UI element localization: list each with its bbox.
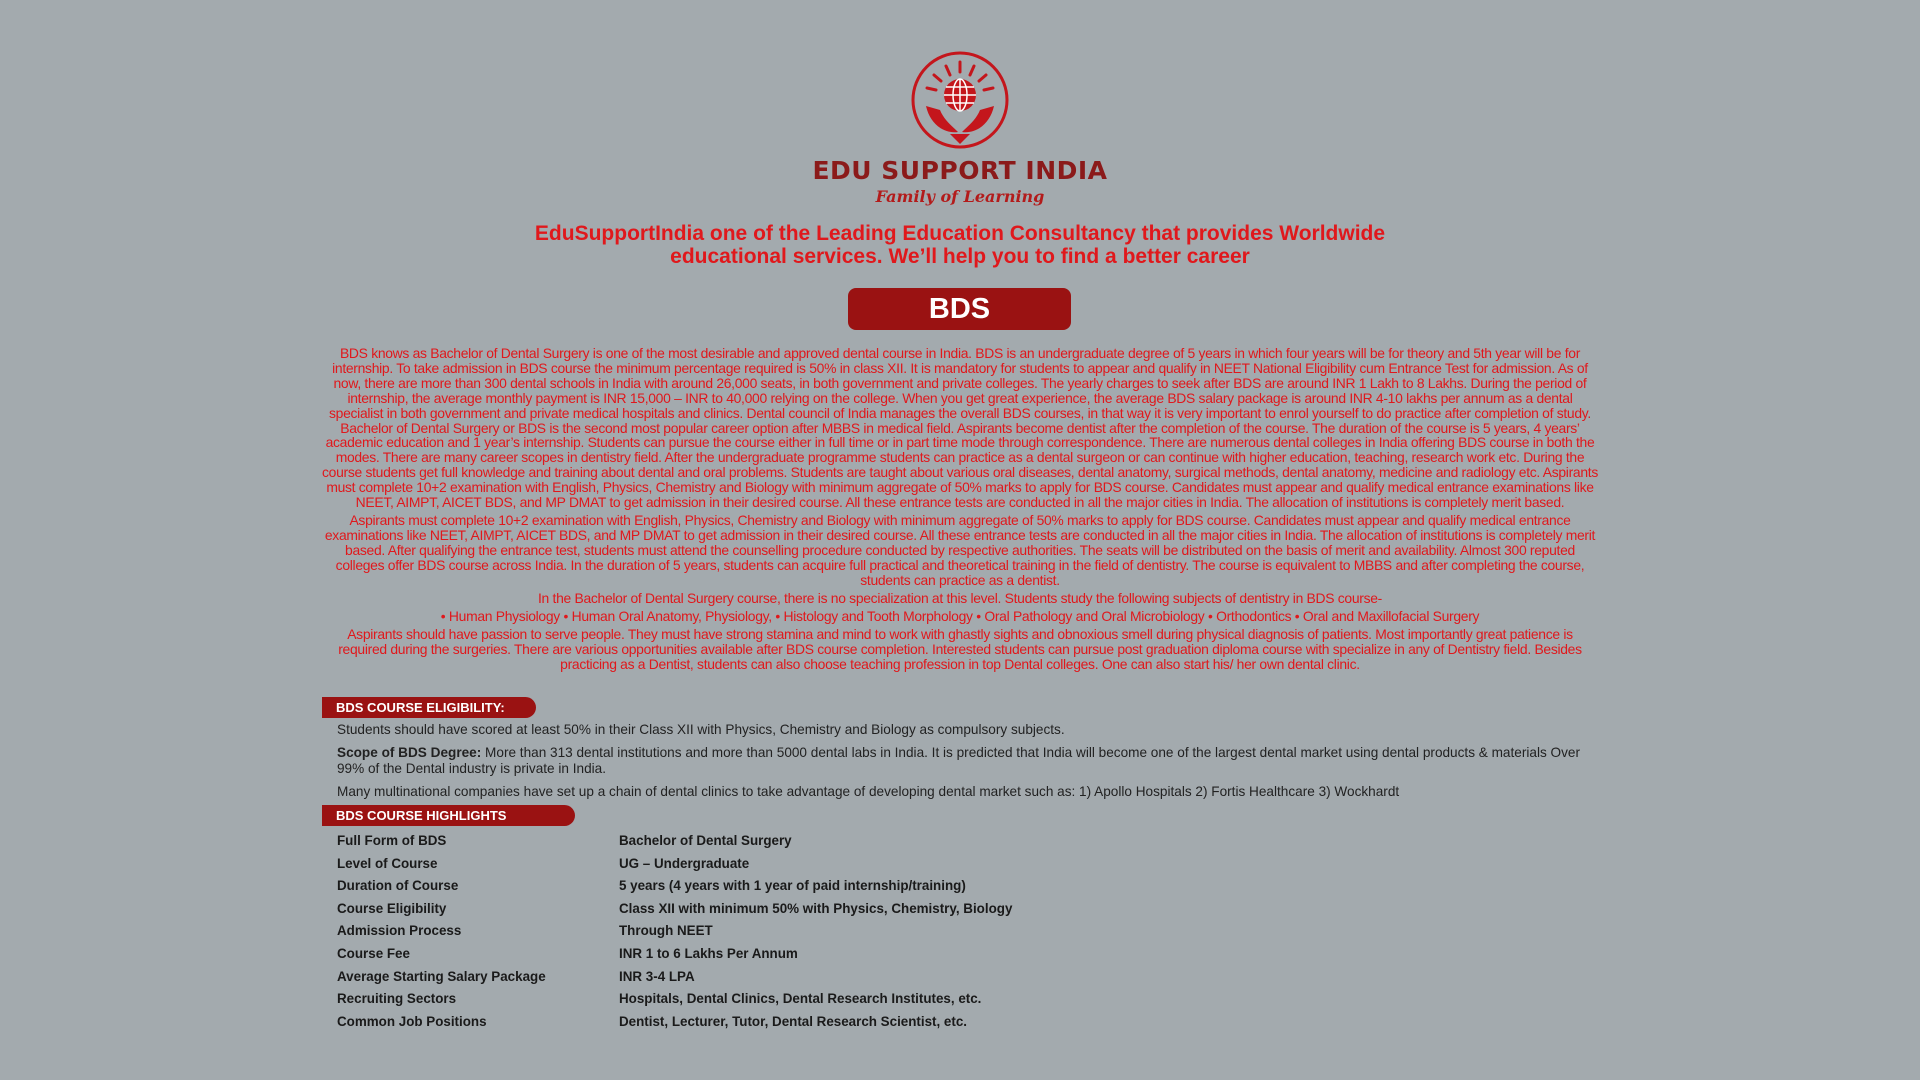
paragraph-career: Aspirants should have passion to serve people. They must have strong stamina and mind to work with ghastly sights and obnoxious smell during physical diagnosis of patients. Most importantly great patience is required during the surgeries. There are various opportunities available after BDS course completion. Interested students can pursue post graduation diploma course with specialize in any of Dentistry field. Besides practicing as a Dentist, students can also choose teaching profession in top Dental colleges. One can also start his/ her own dental clinic. [338,626,1582,673]
brand-name: EDU SUPPORT INDIA [812,156,1108,185]
highlight-value: INR 1 to 6 Lakhs Per Annum [619,945,798,961]
highlight-row [337,853,1219,876]
paragraph-admission: Aspirants must complete 10+2 examination with English, Physics, Chemistry and Biology with minimum aggregate of 50% marks to apply for BDS course. Candidates must appear and qualify medical entrance examinations like NEET, AIMPT, AICET BDS, and MP DMAT to get admission in their desired course. All these entrance tests are conducted in all the major cities in India. The allocation of institutions is completely merit based. After qualifying the entrance test, students must attend the counselling procedure conducted by respective authorities. The seats will be distributed on the basis of merit and availability. Almost 300 reputed colleges offer BDS course across India. In the duration of 5 years, students can acquire full practical and theoretical training in the field of dentistry. The course is equivalent to MBBS and after completing the course, students can practice as a dentist. [324,511,1596,588]
highlight-value: Bachelor of Dental Surgery [619,833,792,848]
highlight-row [337,875,1219,898]
intro-line-2: educational services. We’ll help you to find a better career [670,245,1250,268]
highlight-label: Recruiting Sectors [337,991,457,1007]
paragraph-overview: BDS knows as Bachelor of Dental Surgery is one of the most desirable and approved dental course in India. BDS is an undergraduate degree of 5 years in which four years will be for theory and 5th year will be for internship. To take admission in BDS course the minimum percentage required is 50% in class XII. It is mandatory for students to appear and qualify in NEET National Eligibility cum Entrance Test for admission. As of now, there are more than 300 dental schools in India with around 26,000 seats, in both government and private colleges. The yearly charges to seek after BDS are around INR 1 Lakh to 8 Lakhs. During the period of internship, the average monthly payment is INR 15,000 – INR to 40,000 relying on the college. When you get great experience, the average BDS salary package is around INR 4-10 lakhs per annum as a dental specialist in both government and private medical hospitals and clinics. Dental council of India manages the overall BDS courses, in that way it is very important to enrol yourself to do practice after completion of study. Bachelor of Dental Surgery or BDS is the second most popular career option after MBBS in medical field. Aspirants become dentist after the completion of the course. The duration of the course is 5 years, 4 years’ academic education and 1 year’s internship. Students can pursue the course either in full time or in part time mode through correspondence. There are numerous dental colleges in India offering BDS course in both the modes. There are many career scopes in dentistry field. After the undergraduate programme students can practice as a dental surgeon or can continue with higher education, teaching, research work etc. During the course students get full knowledge and training about dental and oral problems. Students are taught about various oral diseases, dental anatomy, surgical methods, dental anatomy, medicine and radiology etc. Aspirants must complete 10+2 examination with English, Physics, Chemistry and Biology with minimum aggregate of 50% marks to apply for BDS course. Candidates must appear and qualify medical entrance examinations like NEET, AIMPT, AICET BDS, and MP DMAT to get admission in their desired course. All these entrance tests are conducted in all the major cities in India. The allocation of institutions is completely merit based. [322,345,1598,511]
highlight-label: Course Fee [337,945,410,961]
course-title-badge: BDS [848,288,1071,330]
eligibility-line: Students should have scored at least 50% in their Class XII with Physics, Chemistry and Biology as compulsory subjects. [337,722,1065,737]
scope-label: Scope of BDS Degree: [337,745,482,760]
highlight-label: Common Job Positions [337,1013,487,1029]
multinational-line: Many multinational companies have set up a chain of dental clinics to take advantage of developing dental market such as: 1) Apollo Hospitals 2) Fortis Healthcare 3) Wockhardt [337,784,1400,799]
scope-paragraph [337,745,1597,777]
intro-line-1: EduSupportIndia one of the Leading Education Consultancy that provides Worldwide [534,222,1386,245]
subjects-list: • Human Physiology • Human Oral Anatomy, Physiology, • Histology and Tooth Morphology • Oral Pathology and Oral Microbiology • Orthodontics • Oral and Maxillofacial Surgery [440,608,1480,625]
highlight-label: Admission Process [337,923,462,939]
eligibility-section [337,722,1597,807]
highlight-value: 5 years (4 years with 1 year of paid internship/training) [619,878,966,894]
course-description [322,346,1598,675]
brand-tagline: Family of Learning [875,187,1045,206]
scope-text: More than 313 dental institutions and more than 5000 dental labs in India. It is predicted that India will become one of the largest dental market using dental products & materials Over 99% of the Dental industry is private in India. [337,745,1580,776]
highlight-value: Dentist, Lecturer, Tutor, Dental Research Scientist, etc. [619,1013,968,1029]
paragraph-specialization: In the Bachelor of Dental Surgery course, there is no specialization at this level. Students study the following subjects of dentistry in BDS course- [538,589,1382,606]
highlight-label: Level of Course [337,855,438,871]
highlight-row [337,988,1219,1011]
highlight-value: INR 3-4 LPA [619,968,695,984]
highlight-label: Course Eligibility [337,900,447,916]
highlight-row [337,1011,1219,1034]
highlight-row [337,830,1219,853]
highlights-header: BDS COURSE HIGHLIGHTS [322,805,575,826]
highlights-table [337,830,1219,1033]
highlight-label: Duration of Course [337,878,459,894]
highlight-label: Full Form of BDS [337,833,447,848]
intro-heading [0,222,1920,268]
globe-hands-logo-icon [908,48,1012,152]
highlight-value: Class XII with minimum 50% with Physics, Chemistry, Biology [619,900,1013,916]
highlight-row [337,943,1219,966]
highlight-value: Hospitals, Dental Clinics, Dental Research Institutes, etc. [619,991,982,1007]
highlight-value: Through NEET [619,923,713,939]
highlight-row [337,898,1219,921]
highlight-label: Average Starting Salary Package [337,968,546,984]
highlight-row [337,966,1219,989]
logo-block [0,48,1920,206]
eligibility-header: BDS COURSE ELIGIBILITY: [322,697,536,718]
highlight-row [337,920,1219,943]
highlight-value: UG – Undergraduate [619,855,750,871]
